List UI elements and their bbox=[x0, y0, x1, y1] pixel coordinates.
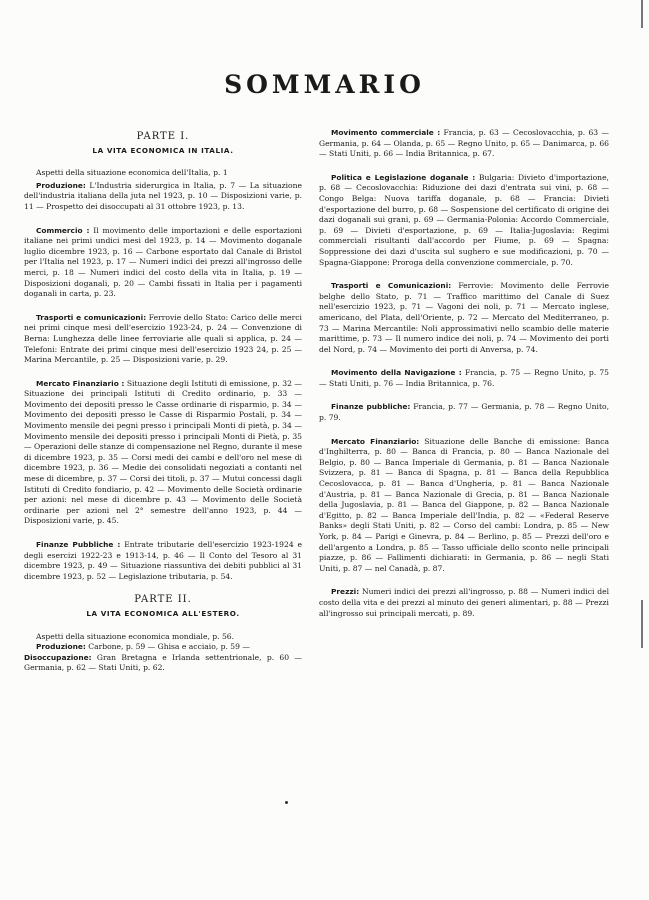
entry-finanze-pubbliche-estero bbox=[319, 402, 609, 423]
entry-prezzi bbox=[319, 587, 609, 619]
entry-commercio-text: Il movimento delle importazioni e delle esportazioni italiane nei primi undici mesi del 1923, p. 14 — Movimento doganale luglio dicembre 1923, p. 16 — Carbone esportato dal Canale di Bristol per l'Italia nel 1923, p. 17 — Numeri indici dei prezzi all'ingrosso delle merci, p. 18 — Numeri indici del costo della vita in Italia, p. 19 — Disposizioni doganali, p. 20 — Cambi fissati in Italia per i pagamenti doganali in carta, p. 23. bbox=[24, 225, 302, 299]
entry-mercato-finanziario-head: Mercato Finanziario : bbox=[36, 378, 125, 388]
entry-mercato-finanziario bbox=[24, 379, 302, 527]
entry-produzione-head: Produzione: bbox=[36, 180, 86, 190]
entry-politica-doganale-text: Bulgaria: Divieto d'importazione, p. 68 — Cecoslovacchia: Riduzione dei dazi d'entrata sui vini, p. 68 — Congo Belga: Nuova tariffa doganale, p. 68 — Francia: Divieti d'esportazione del burro, p. 68 — Sospensione del certificato di origine dei dazi doganali sui grani, p. 69 — Germania-Polonia: Accordo Commerciale, p. 69 — Divieti d'esportazione, p. 69 — Italia-Jugoslavia: Regimi commerciali risultanti dall'accordo per Fiume, p. 69 — Spagna: Soppressione dei dazi d'uscita sul sughero e sue modificazioni, p. 70 — Spagna-Giappone: Proroga della convenzione commerciale, p. 70. bbox=[319, 172, 609, 267]
entry-aspetti-mondiale: Aspetti della situazione economica mondiale, p. 56. bbox=[36, 631, 235, 641]
entry-movimento-navigazione-head: Movimento della Navigazione : bbox=[331, 368, 462, 378]
entry-finanze-pubbliche-text: Entrate tributarie dell'esercizio 1923-1924 e degli esercizi 1922-23 e 1913-14, p. 46 — Il Conto del Tesoro al 31 dicembre 1923, p. 49 — Situazione riassuntiva dei debiti pubblici al 31 dicembre 1923, p. 52 — Legislazione tributaria, p. 54. bbox=[24, 540, 302, 581]
entry-movimento-navigazione bbox=[319, 368, 609, 389]
entry-movimento-commerciale bbox=[319, 128, 609, 160]
right-column bbox=[319, 128, 609, 632]
part-1-heading: PARTE I. bbox=[136, 131, 190, 142]
entry-commercio bbox=[24, 226, 302, 300]
entry-finanze-pubbliche bbox=[24, 540, 302, 582]
entry-produzione-estero-head: Produzione: bbox=[36, 642, 86, 652]
entry-aspetti-italia: Aspetti della situazione economica dell'Italia, p. 1 bbox=[36, 168, 228, 178]
part-2-subheading: LA VITA ECONOMICA ALL'ESTERO. bbox=[86, 608, 240, 618]
entry-prezzi-text: Numeri indici dei prezzi all'ingrosso, p. 88 — Numeri indici del costo della vita e dei prezzi al minuto dei generi alimentari, p. 88 — Prezzi all'ingrosso sui principali mercati, p. 89. bbox=[319, 587, 609, 618]
entry-disoccupazione-head: Disoccupazione: bbox=[24, 652, 92, 662]
entry-trasporti bbox=[24, 313, 302, 366]
entry-politica-doganale bbox=[319, 173, 609, 268]
entry-produzione-estero-text: Carbone, p. 59 — Ghisa e acciaio, p. 59 — bbox=[88, 642, 250, 652]
page-edge-mark-top bbox=[641, 0, 643, 28]
entry-trasporti-comunicazioni-text: Ferrovie: Movimento delle Ferrovie belghe dello Stato, p. 71 — Traffico marittimo del Canale di Suez nell'esercizio 1923, p. 71 — Vagoni dei noli, p. 71 — Mercato inglese, americano, del Plata, dell'Oriente, p. 72 — Mercato del Mediterraneo, p. 73 — Marina Mercantile: Noli approssimativi nello scambio delle materie marittime, p. 73 — Il numero indice dei noli, p. 74 — Movimento dei porti del Nord, p. 74 — Movimento dei porti di Anversa, p. 74. bbox=[319, 281, 609, 354]
left-column bbox=[24, 128, 302, 674]
entry-mercato-finanziario-text: Situazione degli Istituti di emissione, p. 32 — Situazione dei principali Istituti di Credito ordinario, p. 33 — Movimento dei depositi presso le Casse ordinarie di risparmio, p. 34 — Movimento dei depositi presso le Casse di Risparmio Postali, p. 34 — Movimento mensile dei pegni presso i principali Monti di pietà, p. 34 — Movimento mensile dei depositi presso i principali Monti di Pietà, p. 35 — Operazioni delle stanze di compensazione nel Regno, durante il mese di dicembre 1923, p. 35 — Corsi medi dei cambi e dell'oro nel mese di dicembre 1923, p. 36 — Medie dei consolidati negoziati a contanti nel mese di dicembre, p. 37 — Corsi dei titoli, p. 37 — Mutui concessi dagli Istituti di Credito fondiario, p. 42 — Movimento delle Società ordinarie per azioni: nel mese di dicembre p. 43 — Movimento delle Società ordinarie per azioni nel 2° semestre dell'anno 1923, p. 44 — Disposizioni varie, p. 45. bbox=[24, 378, 302, 526]
entry-movimento-navigazione-text: Francia, p. 75 — Regno Unito, p. 75 — Stati Uniti, p. 76 — India Britannica, p. 76. bbox=[319, 368, 609, 388]
page-title: SOMMARIO bbox=[224, 70, 425, 99]
entry-trasporti-text: Ferrovie dello Stato: Carico delle merci nei primi cinque mesi dell'esercizio 1923-24, p. 24 — Convenzione di Berna: Lunghezza delle linee ferroviarie alle quali si applica, p. 24 — Telefoni: Entrate dei primi cinque mesi dell'esercizio 1923 24, p. 25 — Marina Mercantile, p. 25 — Disposizioni varie, p. 29. bbox=[24, 312, 302, 365]
entry-finanze-pubbliche-estero-text: Francia, p. 77 — Germania, p. 78 — Regno Unito, p. 79. bbox=[319, 402, 609, 423]
entry-mercato-finanziario-estero bbox=[319, 437, 609, 575]
entry-disoccupazione bbox=[24, 653, 302, 674]
entry-movimento-commerciale-head: Movimento commerciale : bbox=[331, 128, 441, 137]
entry-trasporti-head: Trasporti e comunicazioni: bbox=[36, 312, 147, 322]
entry-prezzi-head: Prezzi: bbox=[331, 587, 360, 597]
entry-finanze-pubbliche-estero-head: Finanze pubbliche: bbox=[331, 402, 411, 412]
page-edge-mark-bottom bbox=[641, 600, 643, 648]
entry-produzione-estero bbox=[24, 642, 302, 653]
entry-mercato-finanziario-estero-text: Situazione delle Banche di emissione: Banca d'Inghilterra, p. 80 — Banca di Francia, p. 80 — Banca Nazionale del Belgio, p. 80 — Banca Imperiale di Germania, p. 81 — Banca Nazionale Svizzera, p. 81 — Banca di Spagna, p. 81 — Banca della Repubblica Cecoslovacca, p. 81 — Banca d'Ungheria, p. 81 — Banca Nazionale d'Austria, p. 81 — Banca Nazionale di Grecia, p. 81 — Banca Nazionale della Jugoslavia, p. 81 — Banca del Giappone, p. 82 — Banca Nazionale d'Egitto, p. 82 — Banca Imperiale dell'India, p. 82 — «Federal Reserve Banks» degli Stati Uniti, p. 82 — Corso del cambi: Londra, p. 85 — New York, p. 84 — Parigi e Ginevra, p. 84 — Berlino, p. 85 — Prezzi dell'oro e dell'argento a Londra, p. 85 — Tasso ufficiale dello sconto nelle principali piazze, p. 86 — Fallimenti dichiarati: in Germania, p. 86 — negli Stati Uniti, p. 87 — nel Canadà, p. 87. bbox=[319, 436, 609, 573]
entry-politica-doganale-head: Politica e Legislazione doganale : bbox=[331, 172, 476, 182]
part-1-subheading: LA VITA ECONOMICA IN ITALIA. bbox=[92, 145, 234, 155]
entry-disoccupazione-text: Gran Bretagna e Irlanda settentrionale, p. 60 — Germania, p. 62 — Stati Uniti, p. 62. bbox=[24, 652, 303, 673]
ink-speck bbox=[285, 801, 288, 804]
entry-produzione bbox=[24, 181, 302, 213]
entry-finanze-pubbliche-head: Finanze Pubbliche : bbox=[36, 540, 121, 549]
entry-produzione-text: L'Industria siderurgica in Italia, p. 7 — La situazione dell'industria italiana della juta nel 1923, p. 10 — Disposizioni varie, p. 11 — Prospetto dei disoccupati al 31 ottobre 1923, p. 13. bbox=[24, 180, 303, 211]
entry-mercato-finanziario-estero-head: Mercato Finanziario: bbox=[331, 436, 420, 446]
entry-movimento-commerciale-text: Francia, p. 63 — Cecoslovacchia, p. 63 — Germania, p. 64 — Olanda, p. 65 — Regno Unito, p. 65 — Danimarca, p. 66 — Stati Uniti, p. 66 — India Britannica, p. 67. bbox=[319, 128, 610, 159]
part-2-heading: PARTE II. bbox=[134, 594, 192, 606]
entry-trasporti-comunicazioni bbox=[319, 281, 609, 355]
entry-trasporti-comunicazioni-head: Trasporti e Comunicazioni: bbox=[331, 281, 452, 291]
entry-commercio-head: Commercio : bbox=[36, 225, 90, 235]
